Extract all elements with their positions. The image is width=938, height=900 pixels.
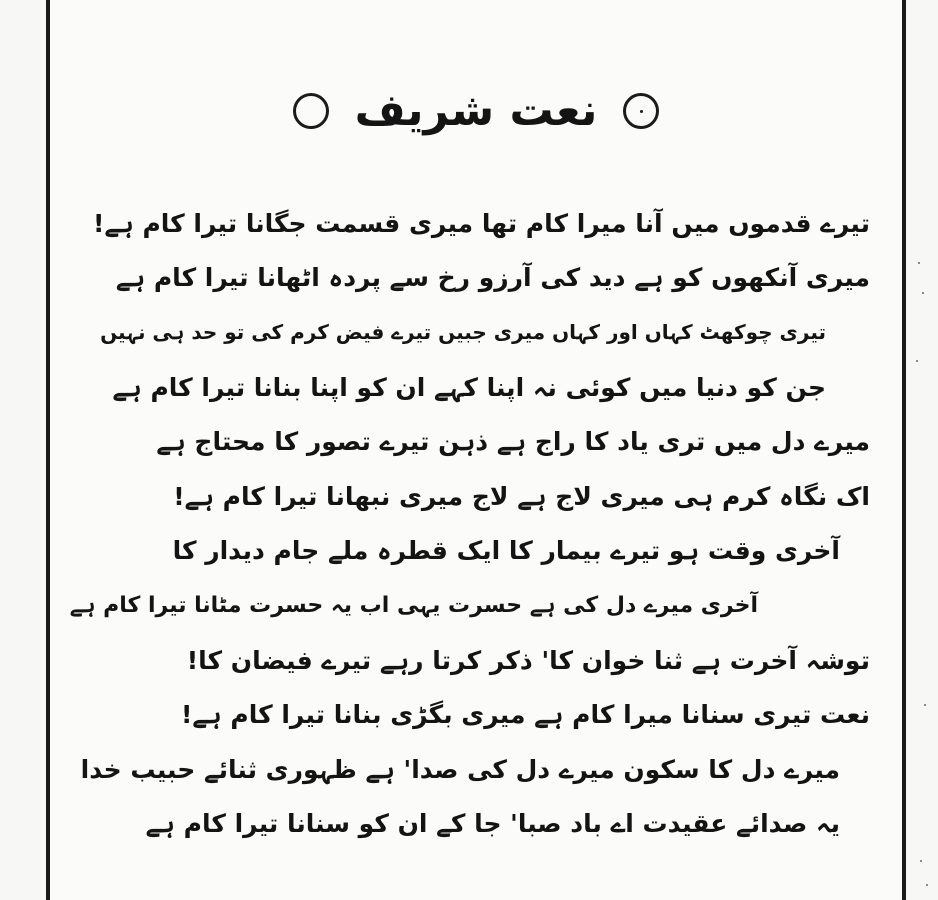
heading-row: [50, 76, 902, 146]
verse-block: [70, 196, 870, 851]
verse-line: نعت تیری سنانا میرا کام ہے میری بگڑی بنانا تیرا کام ہے!: [180, 700, 870, 730]
verse-line: میرے دل میں تری یاد کا راج ہے ذہن تیرے تصور کا محتاج ہے: [156, 427, 870, 457]
document-page: [46, 0, 906, 900]
page-title: نعت شریف: [354, 85, 598, 136]
scan-speck: [918, 262, 920, 264]
scan-speck: [926, 884, 928, 886]
circle-ornament-left: [293, 93, 329, 129]
verse-line: آخری میرے دل کی ہے حسرت یہی اب یہ حسرت مٹانا تیرا کام ہے: [69, 592, 758, 618]
verse-line: اک نگاہ کرم ہی میری لاج ہے لاج میری نبھانا تیرا کام ہے!: [173, 481, 870, 511]
verse-line: تیرے قدموں میں آنا میرا کام تھا میری قسمت جگانا تیرا کام ہے!: [93, 208, 870, 238]
verse-line: توشہ آخرت ہے ثنا خوان کا' ذکر کرتا رہے تیرے فیضان کا!: [186, 645, 870, 675]
scan-speck: [922, 292, 924, 294]
verse-line: میری آنکھوں کو ہے دید کی آرزو رخ سے پردہ اٹھانا تیرا کام ہے: [115, 263, 870, 293]
verse-line: یہ صدائے عقیدت اے باد صبا' جا کے ان کو سنانا تیرا کام ہے: [145, 809, 840, 839]
verse-line: میرے دل کا سکون میرے دل کی صدا' ہے ظہوری ثنائے حبیب خدا: [80, 754, 840, 784]
verse-line: تیری چوکھٹ کہاں اور کہاں میری جبیں تیرے فیض کرم کی تو حد ہی نہیں: [100, 320, 826, 345]
scan-speck: [916, 360, 918, 362]
scan-speck: [920, 860, 922, 862]
circle-ornament-right: [623, 93, 659, 129]
verse-line: آخری وقت ہو تیرے بیمار کا ایک قطرہ ملے جام دیدار کا: [172, 536, 840, 566]
verse-line: جن کو دنیا میں کوئی نہ اپنا کہے ان کو اپنا بنانا تیرا کام ہے: [112, 372, 826, 402]
scan-speck: [924, 704, 926, 706]
